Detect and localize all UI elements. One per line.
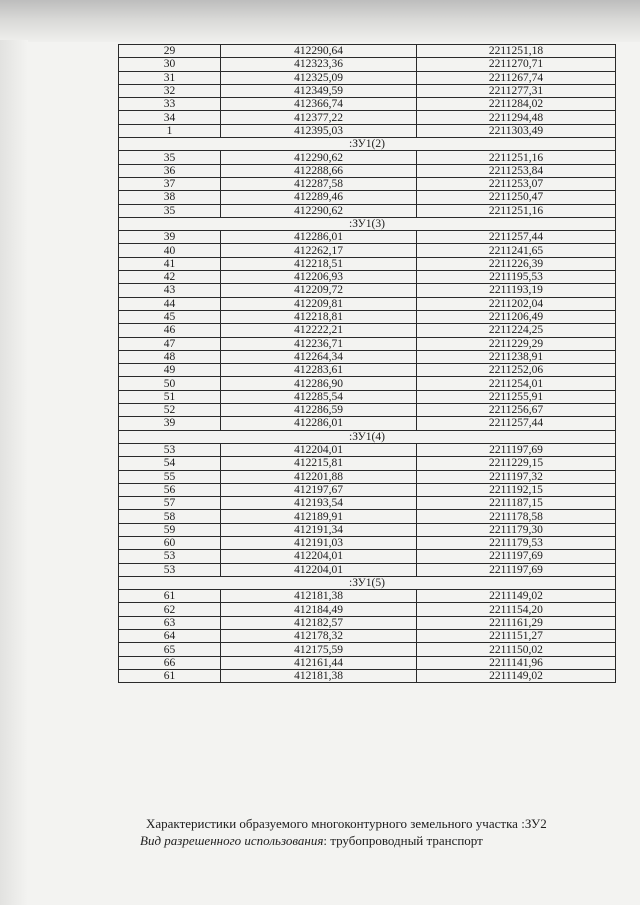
point-number-cell: 53 <box>119 563 221 576</box>
section-label: :ЗУ1(2) <box>119 138 616 151</box>
table-row <box>119 58 616 71</box>
point-number-cell: 39 <box>119 231 221 244</box>
y-coordinate-cell: 2211179,30 <box>417 523 616 536</box>
table-row <box>119 364 616 377</box>
x-coordinate-cell: 412191,34 <box>221 523 417 536</box>
x-coordinate-cell: 412288,66 <box>221 164 417 177</box>
table-row <box>119 191 616 204</box>
table-row <box>119 297 616 310</box>
table-row <box>119 164 616 177</box>
y-coordinate-cell: 2211277,31 <box>417 84 616 97</box>
y-coordinate-cell: 2211187,15 <box>417 497 616 510</box>
point-number-cell: 59 <box>119 523 221 536</box>
section-header-row <box>119 138 616 151</box>
section-footer <box>118 815 618 849</box>
x-coordinate-cell: 412204,01 <box>221 563 417 576</box>
y-coordinate-cell: 2211257,44 <box>417 231 616 244</box>
table-row <box>119 84 616 97</box>
table-row <box>119 417 616 430</box>
x-coordinate-cell: 412285,54 <box>221 390 417 403</box>
y-coordinate-cell: 2211251,16 <box>417 204 616 217</box>
section-header-row <box>119 576 616 589</box>
x-coordinate-cell: 412236,71 <box>221 337 417 350</box>
y-coordinate-cell: 2211257,44 <box>417 417 616 430</box>
y-coordinate-cell: 2211224,25 <box>417 324 616 337</box>
point-number-cell: 61 <box>119 590 221 603</box>
y-coordinate-cell: 2211241,65 <box>417 244 616 257</box>
table-row <box>119 284 616 297</box>
y-coordinate-cell: 2211255,91 <box>417 390 616 403</box>
x-coordinate-cell: 412181,38 <box>221 590 417 603</box>
point-number-cell: 29 <box>119 45 221 58</box>
y-coordinate-cell: 2211253,07 <box>417 177 616 190</box>
point-number-cell: 35 <box>119 204 221 217</box>
x-coordinate-cell: 412181,38 <box>221 669 417 682</box>
section-label: :ЗУ1(5) <box>119 576 616 589</box>
x-coordinate-cell: 412209,72 <box>221 284 417 297</box>
section-header-row <box>119 217 616 230</box>
x-coordinate-cell: 412323,36 <box>221 58 417 71</box>
table-row <box>119 643 616 656</box>
y-coordinate-cell: 2211252,06 <box>417 364 616 377</box>
y-coordinate-cell: 2211251,16 <box>417 151 616 164</box>
y-coordinate-cell: 2211197,69 <box>417 550 616 563</box>
table-row <box>119 497 616 510</box>
point-number-cell: 58 <box>119 510 221 523</box>
section-label: :ЗУ1(4) <box>119 430 616 443</box>
point-number-cell: 40 <box>119 244 221 257</box>
table-row <box>119 590 616 603</box>
y-coordinate-cell: 2211270,71 <box>417 58 616 71</box>
x-coordinate-cell: 412209,81 <box>221 297 417 310</box>
permitted-use-value: : трубопроводный транспорт <box>323 833 483 848</box>
y-coordinate-cell: 2211284,02 <box>417 98 616 111</box>
point-number-cell: 36 <box>119 164 221 177</box>
y-coordinate-cell: 2211149,02 <box>417 669 616 682</box>
scan-left-shadow <box>0 40 28 905</box>
x-coordinate-cell: 412197,67 <box>221 483 417 496</box>
x-coordinate-cell: 412287,58 <box>221 177 417 190</box>
table-row <box>119 470 616 483</box>
y-coordinate-cell: 2211197,32 <box>417 470 616 483</box>
x-coordinate-cell: 412264,34 <box>221 350 417 363</box>
point-number-cell: 43 <box>119 284 221 297</box>
point-number-cell: 1 <box>119 124 221 137</box>
x-coordinate-cell: 412289,46 <box>221 191 417 204</box>
y-coordinate-cell: 2211195,53 <box>417 271 616 284</box>
x-coordinate-cell: 412290,62 <box>221 204 417 217</box>
point-number-cell: 51 <box>119 390 221 403</box>
point-number-cell: 31 <box>119 71 221 84</box>
permitted-use-label: Вид разрешенного использования <box>140 833 324 848</box>
x-coordinate-cell: 412349,59 <box>221 84 417 97</box>
section-label: :ЗУ1(3) <box>119 217 616 230</box>
x-coordinate-cell: 412175,59 <box>221 643 417 656</box>
point-number-cell: 66 <box>119 656 221 669</box>
y-coordinate-cell: 2211229,15 <box>417 457 616 470</box>
table-row <box>119 536 616 549</box>
point-number-cell: 30 <box>119 58 221 71</box>
x-coordinate-cell: 412184,49 <box>221 603 417 616</box>
y-coordinate-cell: 2211294,48 <box>417 111 616 124</box>
y-coordinate-cell: 2211192,15 <box>417 483 616 496</box>
y-coordinate-cell: 2211193,19 <box>417 284 616 297</box>
point-number-cell: 49 <box>119 364 221 377</box>
x-coordinate-cell: 412204,01 <box>221 443 417 456</box>
x-coordinate-cell: 412204,01 <box>221 550 417 563</box>
x-coordinate-cell: 412189,91 <box>221 510 417 523</box>
point-number-cell: 63 <box>119 616 221 629</box>
table-row <box>119 337 616 350</box>
y-coordinate-cell: 2211179,53 <box>417 536 616 549</box>
table-row <box>119 350 616 363</box>
table-row <box>119 151 616 164</box>
point-number-cell: 46 <box>119 324 221 337</box>
point-number-cell: 50 <box>119 377 221 390</box>
x-coordinate-cell: 412366,74 <box>221 98 417 111</box>
point-number-cell: 52 <box>119 404 221 417</box>
point-number-cell: 38 <box>119 191 221 204</box>
table-row <box>119 377 616 390</box>
x-coordinate-cell: 412286,90 <box>221 377 417 390</box>
y-coordinate-cell: 2211303,49 <box>417 124 616 137</box>
y-coordinate-cell: 2211149,02 <box>417 590 616 603</box>
y-coordinate-cell: 2211197,69 <box>417 563 616 576</box>
coordinates-table <box>118 44 616 683</box>
x-coordinate-cell: 412283,61 <box>221 364 417 377</box>
table-row <box>119 257 616 270</box>
section-header-row <box>119 430 616 443</box>
x-coordinate-cell: 412262,17 <box>221 244 417 257</box>
table-row <box>119 404 616 417</box>
x-coordinate-cell: 412182,57 <box>221 616 417 629</box>
x-coordinate-cell: 412191,03 <box>221 536 417 549</box>
x-coordinate-cell: 412218,81 <box>221 310 417 323</box>
y-coordinate-cell: 2211251,18 <box>417 45 616 58</box>
point-number-cell: 35 <box>119 151 221 164</box>
x-coordinate-cell: 412201,88 <box>221 470 417 483</box>
table-row <box>119 390 616 403</box>
point-number-cell: 47 <box>119 337 221 350</box>
y-coordinate-cell: 2211151,27 <box>417 630 616 643</box>
point-number-cell: 32 <box>119 84 221 97</box>
permitted-use-line <box>118 832 618 849</box>
point-number-cell: 53 <box>119 550 221 563</box>
table-row <box>119 271 616 284</box>
point-number-cell: 39 <box>119 417 221 430</box>
x-coordinate-cell: 412222,21 <box>221 324 417 337</box>
y-coordinate-cell: 2211202,04 <box>417 297 616 310</box>
x-coordinate-cell: 412206,93 <box>221 271 417 284</box>
x-coordinate-cell: 412290,62 <box>221 151 417 164</box>
x-coordinate-cell: 412286,59 <box>221 404 417 417</box>
table-row <box>119 616 616 629</box>
table-row <box>119 111 616 124</box>
table-row <box>119 324 616 337</box>
y-coordinate-cell: 2211267,74 <box>417 71 616 84</box>
point-number-cell: 62 <box>119 603 221 616</box>
point-number-cell: 42 <box>119 271 221 284</box>
scan-top-edge <box>0 0 640 42</box>
x-coordinate-cell: 412178,32 <box>221 630 417 643</box>
table-row <box>119 523 616 536</box>
y-coordinate-cell: 2211229,29 <box>417 337 616 350</box>
y-coordinate-cell: 2211161,29 <box>417 616 616 629</box>
point-number-cell: 60 <box>119 536 221 549</box>
x-coordinate-cell: 412218,51 <box>221 257 417 270</box>
y-coordinate-cell: 2211150,02 <box>417 643 616 656</box>
point-number-cell: 53 <box>119 443 221 456</box>
y-coordinate-cell: 2211197,69 <box>417 443 616 456</box>
coordinates-table-body <box>119 45 616 683</box>
table-row <box>119 510 616 523</box>
x-coordinate-cell: 412395,03 <box>221 124 417 137</box>
table-row <box>119 71 616 84</box>
parcel-characteristics-heading: Характеристики образуемого многоконтурного земельного участка :ЗУ2 <box>146 816 547 831</box>
point-number-cell: 45 <box>119 310 221 323</box>
point-number-cell: 65 <box>119 643 221 656</box>
x-coordinate-cell: 412290,64 <box>221 45 417 58</box>
point-number-cell: 64 <box>119 630 221 643</box>
point-number-cell: 48 <box>119 350 221 363</box>
table-row <box>119 630 616 643</box>
y-coordinate-cell: 2211250,47 <box>417 191 616 204</box>
y-coordinate-cell: 2211238,91 <box>417 350 616 363</box>
point-number-cell: 57 <box>119 497 221 510</box>
table-row <box>119 457 616 470</box>
x-coordinate-cell: 412215,81 <box>221 457 417 470</box>
y-coordinate-cell: 2211254,01 <box>417 377 616 390</box>
point-number-cell: 44 <box>119 297 221 310</box>
point-number-cell: 41 <box>119 257 221 270</box>
y-coordinate-cell: 2211253,84 <box>417 164 616 177</box>
point-number-cell: 37 <box>119 177 221 190</box>
y-coordinate-cell: 2211154,20 <box>417 603 616 616</box>
table-row <box>119 177 616 190</box>
table-row <box>119 98 616 111</box>
x-coordinate-cell: 412193,54 <box>221 497 417 510</box>
point-number-cell: 34 <box>119 111 221 124</box>
x-coordinate-cell: 412286,01 <box>221 231 417 244</box>
y-coordinate-cell: 2211256,67 <box>417 404 616 417</box>
table-row <box>119 669 616 682</box>
point-number-cell: 33 <box>119 98 221 111</box>
table-row <box>119 124 616 137</box>
x-coordinate-cell: 412161,44 <box>221 656 417 669</box>
table-row <box>119 231 616 244</box>
point-number-cell: 55 <box>119 470 221 483</box>
table-row <box>119 550 616 563</box>
table-row <box>119 483 616 496</box>
table-row <box>119 563 616 576</box>
x-coordinate-cell: 412377,22 <box>221 111 417 124</box>
y-coordinate-cell: 2211141,96 <box>417 656 616 669</box>
table-row <box>119 603 616 616</box>
table-row <box>119 45 616 58</box>
y-coordinate-cell: 2211178,58 <box>417 510 616 523</box>
y-coordinate-cell: 2211206,49 <box>417 310 616 323</box>
table-row <box>119 244 616 257</box>
point-number-cell: 61 <box>119 669 221 682</box>
table-row <box>119 204 616 217</box>
table-row <box>119 443 616 456</box>
x-coordinate-cell: 412325,09 <box>221 71 417 84</box>
table-row <box>119 656 616 669</box>
x-coordinate-cell: 412286,01 <box>221 417 417 430</box>
point-number-cell: 56 <box>119 483 221 496</box>
point-number-cell: 54 <box>119 457 221 470</box>
table-row <box>119 310 616 323</box>
y-coordinate-cell: 2211226,39 <box>417 257 616 270</box>
